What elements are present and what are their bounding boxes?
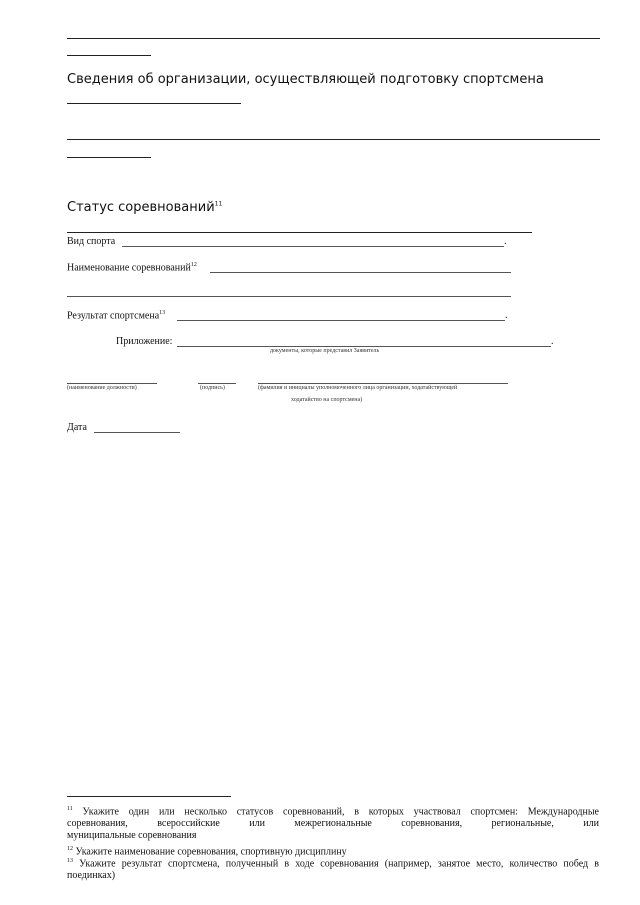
org-line-1[interactable] <box>67 38 600 39</box>
footnote-ref-12: 12 <box>190 262 197 268</box>
status-heading-text: Статус соревнований <box>67 200 215 215</box>
footnote-ref-13: 13 <box>159 310 166 316</box>
footnote-12-text: Укажите наименование соревнования, спортивную дисциплину <box>75 846 347 858</box>
footnote-13-marker: 13 <box>67 858 73 864</box>
org-line-3[interactable] <box>67 139 600 140</box>
footnote-13-text-1: Укажите результат спортсмена, полученный в ходе соревнования (например, занятое место, количество побед в <box>79 858 600 870</box>
footnote-11-line-2: соревнования, всероссийские или межрегиональные соревнования, региональные, или <box>67 818 599 830</box>
competition-label-text: Наименование соревнований <box>67 262 191 274</box>
sport-field[interactable] <box>122 246 504 247</box>
attachment-period: . <box>551 336 554 347</box>
footnote-12-marker: 12 <box>67 846 73 852</box>
sport-period: . <box>504 236 507 247</box>
footnote-13-line-1 <box>67 855 599 870</box>
org-line-1-tail <box>67 55 151 56</box>
attachment-caption: документы, которые представил Заявитель <box>270 348 380 354</box>
name-caption-line-1: (фамилия и инициалы уполномоченного лица организации, ходатайствующей <box>258 385 458 391</box>
footnote-11-text-1: Укажите один или несколько статусов соревнований, в которых участвовал спортсмен: Международные <box>82 806 599 818</box>
competition-label <box>67 262 197 273</box>
footnote-11-line-1 <box>67 803 599 818</box>
status-line[interactable] <box>67 232 532 233</box>
date-label: Дата <box>67 422 87 433</box>
status-section-heading <box>67 200 222 215</box>
date-field[interactable] <box>94 432 180 433</box>
footnote-11-marker: 11 <box>67 806 73 812</box>
result-label-text: Результат спортсмена <box>67 310 160 322</box>
result-period: . <box>505 310 508 321</box>
position-field[interactable] <box>67 383 157 384</box>
attachment-label: Приложение: <box>116 336 173 347</box>
footnote-ref-11: 11 <box>214 200 223 208</box>
footnote-11-line-3: муниципальные соревнования <box>67 830 197 842</box>
org-line-3-tail <box>67 157 151 158</box>
footnote-13-line-2: поединках) <box>67 870 116 882</box>
position-caption: (наименование должности) <box>67 385 137 391</box>
footnote-separator <box>67 796 231 797</box>
competition-field-2[interactable] <box>67 296 511 297</box>
name-field[interactable] <box>258 383 508 384</box>
signature-field[interactable] <box>198 383 236 384</box>
attachment-field[interactable] <box>177 346 551 347</box>
result-field[interactable] <box>177 320 505 321</box>
footnote-13 <box>67 855 599 882</box>
org-section-heading: Сведения об организации, осуществляющей подготовку спортсмена <box>67 72 544 87</box>
competition-field-1[interactable] <box>210 272 511 273</box>
footnote-11 <box>67 803 599 842</box>
sport-label: Вид спорта <box>67 236 116 247</box>
result-label <box>67 310 165 321</box>
name-caption-line-2: ходатайство на спортсмена) <box>291 397 363 403</box>
org-line-2[interactable] <box>67 103 241 104</box>
signature-caption: (подпись) <box>200 385 225 391</box>
